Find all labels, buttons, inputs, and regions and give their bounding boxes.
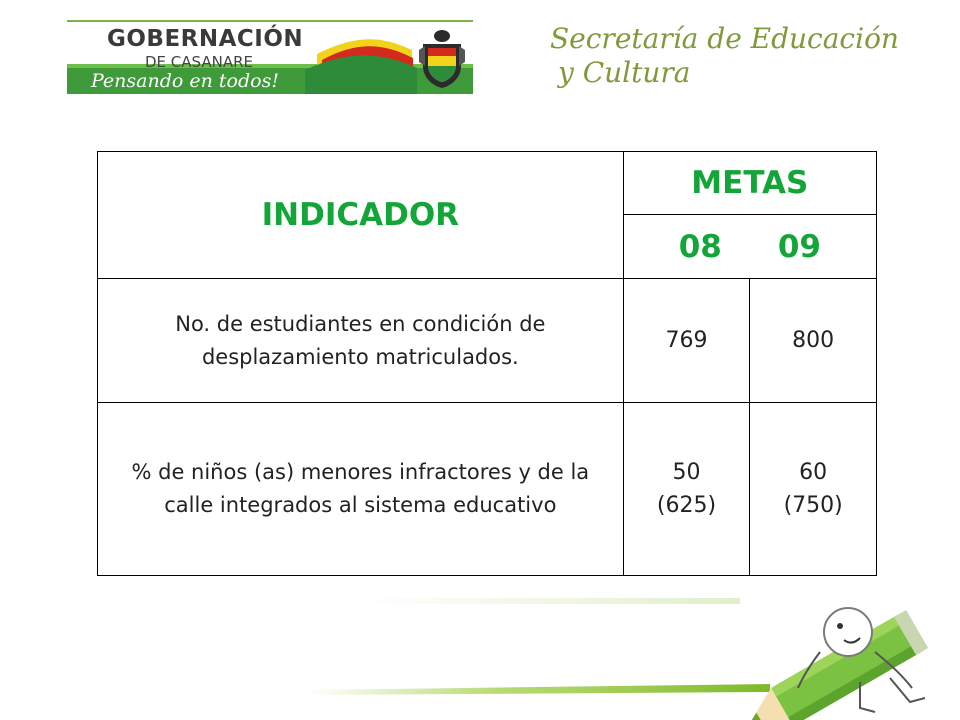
table-row [98, 403, 877, 576]
metas-header: METAS [623, 152, 876, 215]
coat-of-arms-icon [417, 26, 467, 90]
secretaria-line-1: Secretaría de Educación [550, 22, 899, 55]
year-09-header: 09 [777, 228, 821, 265]
value-09-main: 60 [799, 460, 828, 485]
value-08-cell [623, 403, 750, 576]
gobernacion-logo [67, 20, 473, 94]
value-09-cell [750, 403, 877, 576]
table-header-row [98, 152, 877, 215]
value-09-sub: (750) [783, 493, 843, 518]
value-08-cell: 769 [623, 279, 750, 403]
goals-table [97, 151, 877, 576]
years-header [623, 215, 876, 279]
pencil-mascot-icon [300, 592, 960, 720]
value-09-cell: 800 [750, 279, 877, 403]
gobernacion-subtitle: DE CASANARE [145, 53, 253, 71]
indicator-cell: % de niños (as) menores infractores y de la calle integrados al sistema educativo [98, 403, 624, 576]
table-row [98, 279, 877, 403]
value-08-main: 50 [672, 460, 701, 485]
gobernacion-title: GOBERNACIÓN [107, 26, 304, 52]
secretaria-line-2: y Cultura [558, 56, 691, 89]
secretaria-heading [550, 22, 899, 90]
value-08-sub: (625) [656, 493, 717, 518]
indicador-header: INDICADOR [98, 152, 624, 279]
gobernacion-slogan: Pensando en todos! [91, 70, 279, 92]
indicator-cell: No. de estudiantes en condición de desplazamiento matriculados. [98, 279, 624, 403]
year-08-header: 08 [678, 228, 722, 265]
